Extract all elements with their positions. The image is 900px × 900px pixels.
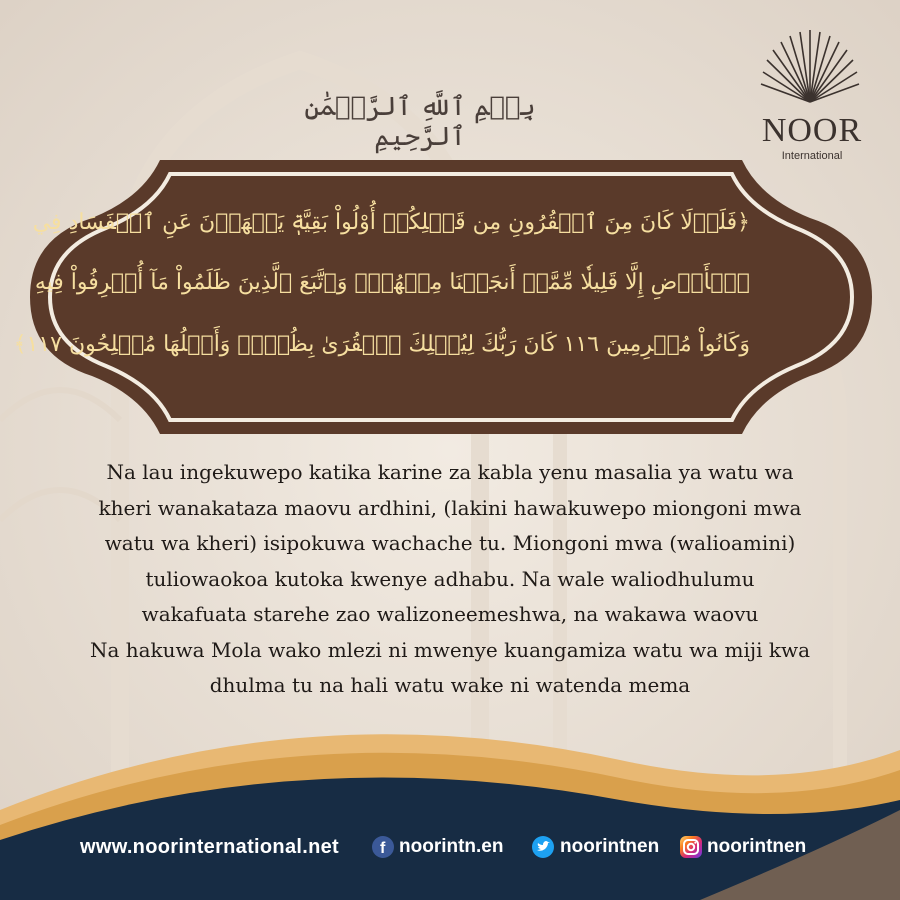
instagram-handle[interactable]: noorintnen: [707, 836, 807, 857]
website-link[interactable]: www.noorinternational.net: [80, 836, 339, 858]
ayah-line-3: وَكَانُواْ مُجۡرِمِينَ ١١٦ كَانَ رَبُّكَ لِيُهۡلِكَ ٱلۡقُرَىٰ بِظُلۡمٖ وَأَهۡلُهَا مُصۡلِحُونَ ١١٧﴾: [13, 332, 750, 357]
bismillah-heading: بِسۡمِ ٱللَّهِ ٱلرَّحۡمَٰنِ ٱلرَّحِيمِ: [304, 92, 536, 152]
translation-line: dhulma tu na hali watu wake ni watenda mema: [209, 673, 691, 697]
facebook-icon[interactable]: [372, 836, 394, 858]
ayah-banner: [13, 158, 872, 436]
instagram-icon[interactable]: [680, 836, 702, 858]
translation-line: Na lau ingekuwepo katika karine za kabla yenu masalia ya watu wa: [106, 460, 794, 484]
twitter-handle[interactable]: noorintnen: [560, 836, 660, 857]
translation-line: Na hakuwa Mola wako mlezi ni mwenye kuangamiza watu wa miji kwa: [89, 637, 811, 662]
translation-line: watu wa kheri) isipokuwa wachache tu. Miongoni mwa (walioamini): [104, 531, 796, 555]
footer-band: [0, 700, 900, 900]
facebook-handle[interactable]: noorintn.en: [399, 836, 504, 857]
twitter-icon[interactable]: [532, 836, 554, 858]
translation-text: [60, 455, 840, 704]
logo-subtitle: International: [781, 150, 843, 162]
logo-name: NOOR: [761, 112, 863, 149]
translation-line: tuliowaokoa kutoka kwenye adhabu. Na wale waliodhulumu: [145, 566, 755, 591]
ayah-line-2: ٱلۡأَرۡضِ إِلَّا قَلِيلٗا مِّمَّنۡ أَنجَيۡنَا مِنۡهُمۡۗ وَٱتَّبَعَ ٱلَّذِينَ ظَلَمُواْ مَآ أُتۡرِفُواْ فِيهِ: [34, 270, 750, 295]
translation-line: kheri wanakataza maovu ardhini, (lakini hawakuwepo miongoni mwa: [98, 495, 802, 520]
svg-text:f: f: [380, 840, 386, 857]
translation-line: wakafuata starehe zao walizoneemeshwa, na wakawa waovu: [141, 602, 759, 626]
ayah-line-1: ﴿فَلَوۡلَا كَانَ مِنَ ٱلۡقُرُونِ مِن قَبۡلِكُمۡ أُوْلُواْ بَقِيَّةٖ يَنۡهَوۡنَ عَنِ ٱلۡفَسَادِ فِي: [32, 210, 750, 235]
